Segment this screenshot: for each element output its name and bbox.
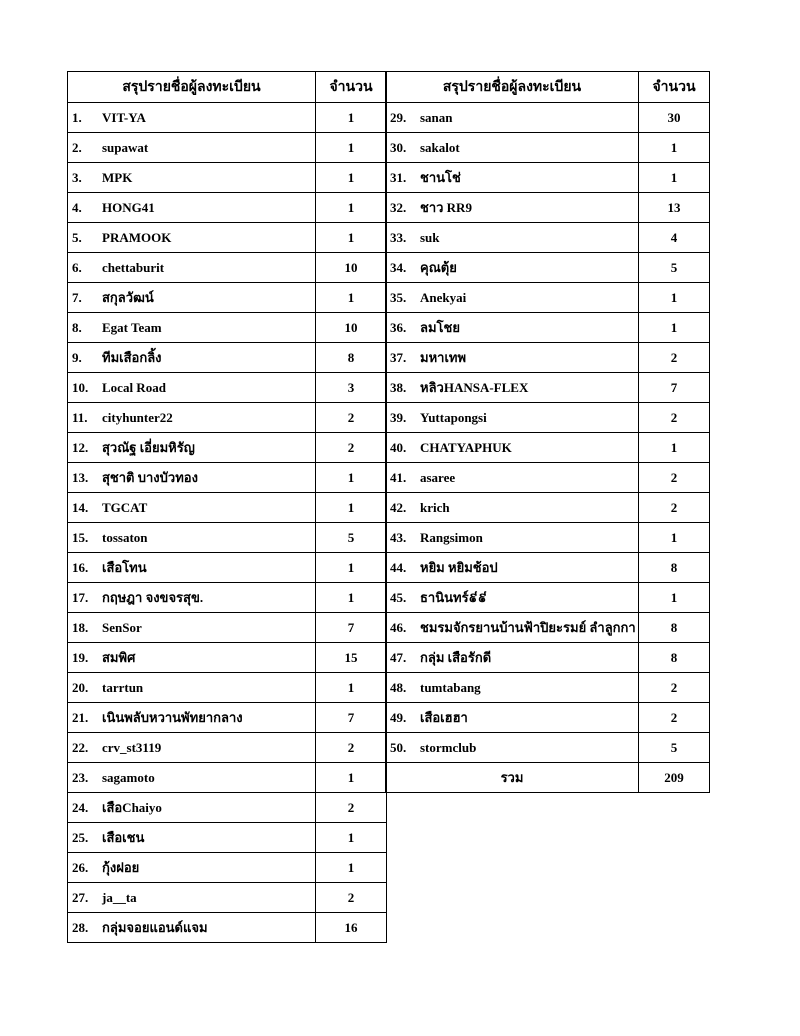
registrant-count: 1 <box>316 853 387 883</box>
registrant-cell <box>386 493 639 523</box>
table-row <box>68 703 387 733</box>
registrant-count: 5 <box>639 253 710 283</box>
table-row <box>386 493 710 523</box>
registrant-cell <box>386 733 639 763</box>
row-number: 34. <box>390 260 407 275</box>
registrant-name: สกุลวัฒน์ <box>102 290 154 305</box>
row-number: 26. <box>72 860 89 875</box>
registrant-name: Rangsimon <box>420 529 483 545</box>
registrant-count: 1 <box>316 463 387 493</box>
header-count: จำนวน <box>316 72 387 103</box>
registrant-count: 1 <box>316 283 387 313</box>
row-number: 24. <box>72 800 89 815</box>
table-header-row <box>386 72 710 103</box>
registrant-count: 1 <box>639 583 710 613</box>
registrant-name: หลิวHANSA-FLEX <box>420 380 529 395</box>
registrant-count: 16 <box>316 913 387 943</box>
registrant-name: สมพิศ <box>102 650 136 665</box>
registrant-name: tarrtun <box>102 679 144 695</box>
total-row <box>386 763 710 793</box>
registrant-name: supawat <box>102 139 149 155</box>
registrant-count: 4 <box>639 223 710 253</box>
table-row <box>68 223 387 253</box>
registrant-name: กฤษฎา จงขจรสุข. <box>102 590 204 605</box>
row-number: 14. <box>72 499 89 515</box>
registrant-name: ชมรมจักรยานบ้านฟ้าปิยะรมย์ ลำลูกกา <box>420 620 636 635</box>
right-table-body <box>386 103 710 763</box>
row-number: 17. <box>72 590 89 605</box>
registrant-cell <box>68 703 316 733</box>
table-row <box>386 223 710 253</box>
table-row <box>386 133 710 163</box>
registrant-count: 10 <box>316 313 387 343</box>
registrant-name: ธานินทร์៩៩ <box>420 589 487 605</box>
registrant-name: tossaton <box>102 529 148 545</box>
table-row <box>68 523 387 553</box>
table-row <box>386 733 710 763</box>
registration-table-right <box>385 71 710 793</box>
registrant-name: หยิม หยิมช้อป <box>420 560 498 575</box>
header-name: สรุปรายชื่อผู้ลงทะเบียน <box>68 72 316 103</box>
registrant-count: 1 <box>316 163 387 193</box>
table-row <box>386 583 710 613</box>
registrant-name: สุวณัฐ เอี่ยมหิรัญ <box>102 440 195 455</box>
registrant-count: 2 <box>316 403 387 433</box>
row-number: 13. <box>72 470 89 485</box>
registrant-count: 1 <box>316 823 387 853</box>
registrant-name: ลมโชย <box>420 320 460 335</box>
table-row <box>68 163 387 193</box>
registrant-cell <box>386 253 639 283</box>
row-number: 10. <box>72 379 89 395</box>
registrant-count: 7 <box>316 703 387 733</box>
table-row <box>386 643 710 673</box>
registrant-cell <box>68 163 316 193</box>
row-number: 38. <box>390 380 407 395</box>
table-row <box>68 253 387 283</box>
table-row <box>68 643 387 673</box>
row-number: 37. <box>390 350 407 365</box>
row-number: 18. <box>72 619 89 635</box>
table-row <box>68 883 387 913</box>
registrant-count: 1 <box>316 553 387 583</box>
registrant-count: 1 <box>316 493 387 523</box>
registrant-cell <box>68 673 316 703</box>
registrant-name: สุชาติ บางบัวทอง <box>102 470 198 485</box>
registrant-name: กุ้งฝอย <box>102 860 140 875</box>
registrant-name: เสือเฮฮา <box>420 710 468 725</box>
registrant-count: 1 <box>316 763 387 793</box>
row-number: 36. <box>390 320 407 335</box>
table-row <box>386 673 710 703</box>
registrant-count: 3 <box>316 373 387 403</box>
row-number: 42. <box>390 499 407 515</box>
registrant-count: 7 <box>316 613 387 643</box>
row-number: 49. <box>390 710 407 725</box>
row-number: 16. <box>72 560 89 575</box>
registrant-cell <box>68 733 316 763</box>
registrant-cell <box>68 463 316 493</box>
registrant-cell <box>68 913 316 943</box>
registrant-count: 1 <box>639 313 710 343</box>
registrant-count: 15 <box>316 643 387 673</box>
registrant-count: 1 <box>316 223 387 253</box>
registrant-name: HONG41 <box>102 199 155 215</box>
registrant-count: 8 <box>639 643 710 673</box>
registrant-name: เสือChaiyo <box>102 800 162 815</box>
registrant-cell <box>68 223 316 253</box>
registrant-cell <box>68 613 316 643</box>
row-number: 19. <box>72 650 89 665</box>
registrant-count: 8 <box>639 613 710 643</box>
table-row <box>386 403 710 433</box>
registrant-cell <box>386 283 639 313</box>
registrant-name: Yuttapongsi <box>420 409 487 425</box>
row-number: 21. <box>72 710 89 725</box>
registrant-count: 8 <box>316 343 387 373</box>
table-row <box>68 763 387 793</box>
registrant-name: tumtabang <box>420 679 481 695</box>
table-row <box>68 613 387 643</box>
table-row <box>386 163 710 193</box>
registrant-cell <box>68 193 316 223</box>
registrant-name: เสือเชน <box>102 830 145 845</box>
registrant-cell <box>386 343 639 373</box>
registrant-cell <box>68 283 316 313</box>
registrant-count: 8 <box>639 553 710 583</box>
registrant-count: 2 <box>639 493 710 523</box>
row-number: 5. <box>72 229 82 245</box>
table-row <box>68 793 387 823</box>
registrant-count: 1 <box>639 433 710 463</box>
row-number: 9. <box>72 350 82 365</box>
row-number: 6. <box>72 259 82 275</box>
row-number: 25. <box>72 830 89 845</box>
table-row <box>68 553 387 583</box>
registrant-cell <box>386 673 639 703</box>
registrant-cell <box>386 403 639 433</box>
registrant-cell <box>68 523 316 553</box>
table-row <box>386 523 710 553</box>
registrant-name: CHATYAPHUK <box>420 439 512 455</box>
registrant-name: stormclub <box>420 739 477 755</box>
registrant-cell <box>68 643 316 673</box>
registrant-name: คุณตุ้ย <box>420 260 457 275</box>
row-number: 2. <box>72 139 82 155</box>
table-row <box>68 103 387 133</box>
table-row <box>386 193 710 223</box>
registrant-name: sakalot <box>420 139 460 155</box>
registrant-name: กลุ่มจอยแอนด์แจม <box>102 920 208 935</box>
row-number: 30. <box>390 139 407 155</box>
registrant-count: 1 <box>639 283 710 313</box>
registrant-count: 2 <box>639 463 710 493</box>
registrant-name: กลุ่ม เสือรักดี <box>420 650 492 665</box>
row-number: 7. <box>72 290 82 305</box>
row-number: 41. <box>390 469 407 485</box>
registrant-cell <box>386 553 639 583</box>
row-number: 45. <box>390 589 407 605</box>
registrant-count: 30 <box>639 103 710 133</box>
registrant-cell <box>68 103 316 133</box>
registrant-cell <box>68 583 316 613</box>
table-row <box>68 463 387 493</box>
row-number: 23. <box>72 769 89 785</box>
registrant-cell <box>68 403 316 433</box>
registrant-count: 2 <box>316 793 387 823</box>
table-row <box>68 283 387 313</box>
registration-table-left <box>67 71 387 943</box>
registrant-count: 1 <box>639 133 710 163</box>
registrant-name: cityhunter22 <box>102 409 173 425</box>
row-number: 35. <box>390 289 407 305</box>
table-header-row <box>68 72 387 103</box>
registrant-count: 1 <box>639 163 710 193</box>
table-row <box>68 193 387 223</box>
total-label: รวม <box>386 763 639 793</box>
row-number: 47. <box>390 650 407 665</box>
registrant-count: 2 <box>639 343 710 373</box>
table-row <box>68 133 387 163</box>
registrant-name: ชานโช่ <box>420 170 461 185</box>
registrant-cell <box>386 583 639 613</box>
table-row <box>68 403 387 433</box>
registrant-cell <box>386 703 639 733</box>
row-number: 33. <box>390 229 407 245</box>
table-row <box>386 433 710 463</box>
registrant-cell <box>68 253 316 283</box>
table-row <box>68 733 387 763</box>
table-row <box>68 373 387 403</box>
table-row <box>68 823 387 853</box>
registrant-count: 5 <box>316 523 387 553</box>
table-row <box>386 253 710 283</box>
registrant-count: 10 <box>316 253 387 283</box>
row-number: 31. <box>390 170 407 185</box>
registrant-name: Egat Team <box>102 319 162 335</box>
table-row <box>386 613 710 643</box>
registrant-cell <box>386 163 639 193</box>
row-number: 29. <box>390 109 407 125</box>
registrant-count: 7 <box>639 373 710 403</box>
row-number: 43. <box>390 529 407 545</box>
table-row <box>386 553 710 583</box>
registrant-cell <box>68 313 316 343</box>
registrant-cell <box>68 343 316 373</box>
registrant-name: Anekyai <box>420 289 467 305</box>
table-row <box>386 103 710 133</box>
row-number: 22. <box>72 739 89 755</box>
registrant-count: 1 <box>316 103 387 133</box>
registrant-count: 1 <box>316 133 387 163</box>
registrant-name: PRAMOOK <box>102 229 172 245</box>
row-number: 28. <box>72 920 89 935</box>
registrant-name: มหาเทพ <box>420 350 467 365</box>
registrant-cell <box>386 103 639 133</box>
table-row <box>68 853 387 883</box>
registrant-cell <box>386 523 639 553</box>
registrant-count: 2 <box>639 403 710 433</box>
registrant-name: chettaburit <box>102 259 165 275</box>
row-number: 12. <box>72 440 89 455</box>
row-number: 20. <box>72 679 89 695</box>
row-number: 27. <box>72 889 89 905</box>
registrant-cell <box>68 133 316 163</box>
registrant-count: 2 <box>639 703 710 733</box>
registrant-count: 13 <box>639 193 710 223</box>
row-number: 15. <box>72 529 89 545</box>
registrant-count: 2 <box>316 883 387 913</box>
row-number: 48. <box>390 679 407 695</box>
registrant-cell <box>386 613 639 643</box>
table-row <box>68 313 387 343</box>
registrant-name: TGCAT <box>102 499 148 515</box>
registrant-name: เนินพลับหวานพัทยากลาง <box>102 710 243 725</box>
row-number: 44. <box>390 560 407 575</box>
registrant-name: เสือโทน <box>102 560 147 575</box>
registrant-count: 1 <box>316 673 387 703</box>
row-number: 32. <box>390 200 407 215</box>
registrant-cell <box>386 193 639 223</box>
registrant-cell <box>68 823 316 853</box>
table-row <box>68 913 387 943</box>
registrant-cell <box>386 433 639 463</box>
registrant-count: 5 <box>639 733 710 763</box>
row-number: 8. <box>72 319 82 335</box>
row-number: 3. <box>72 169 82 185</box>
registrant-cell <box>386 133 639 163</box>
registrant-name: sagamoto <box>102 769 155 785</box>
total-value: 209 <box>639 763 710 793</box>
header-name: สรุปรายชื่อผู้ลงทะเบียน <box>386 72 639 103</box>
registrant-name: Local Road <box>102 379 166 395</box>
table-row <box>386 343 710 373</box>
row-number: 1. <box>72 109 82 125</box>
table-row <box>386 703 710 733</box>
table-row <box>68 583 387 613</box>
registrant-name: krich <box>420 499 450 515</box>
registrant-count: 2 <box>316 733 387 763</box>
table-row <box>386 373 710 403</box>
registrant-name: suk <box>420 229 440 245</box>
table-row <box>68 673 387 703</box>
table-row <box>68 493 387 523</box>
registrant-name: ชาว RR9 <box>420 200 472 215</box>
registrant-cell <box>68 883 316 913</box>
table-row <box>386 463 710 493</box>
row-number: 11. <box>72 409 88 425</box>
registrant-name: ทีมเสือกลิ้ง <box>102 350 162 365</box>
registrant-cell <box>68 553 316 583</box>
registrant-name: SenSor <box>102 619 142 635</box>
row-number: 39. <box>390 409 407 425</box>
table-row <box>386 313 710 343</box>
registrant-count: 2 <box>316 433 387 463</box>
registrant-cell <box>386 463 639 493</box>
row-number: 46. <box>390 620 407 635</box>
row-number: 40. <box>390 439 407 455</box>
registrant-count: 2 <box>639 673 710 703</box>
registrant-cell <box>68 373 316 403</box>
row-number: 50. <box>390 739 407 755</box>
table-row <box>68 433 387 463</box>
registrant-name: crv_st3119 <box>102 739 162 755</box>
registrant-name: sanan <box>420 109 453 125</box>
registrant-cell <box>386 643 639 673</box>
registrant-cell <box>386 223 639 253</box>
registrant-cell <box>68 793 316 823</box>
registrant-name: VIT-YA <box>102 109 146 125</box>
table-row <box>386 283 710 313</box>
registrant-name: ja__ta <box>102 889 137 905</box>
registrant-cell <box>386 313 639 343</box>
registrant-count: 1 <box>316 583 387 613</box>
header-count: จำนวน <box>639 72 710 103</box>
registrant-name: asaree <box>420 469 456 485</box>
row-number: 4. <box>72 199 82 215</box>
registrant-cell <box>68 763 316 793</box>
table-row <box>68 343 387 373</box>
left-table-body <box>68 103 387 943</box>
registrant-count: 1 <box>316 193 387 223</box>
registrant-cell <box>68 493 316 523</box>
registrant-cell <box>68 853 316 883</box>
registrant-cell <box>386 373 639 403</box>
registrant-count: 1 <box>639 523 710 553</box>
registrant-name: MPK <box>102 169 133 185</box>
registrant-cell <box>68 433 316 463</box>
